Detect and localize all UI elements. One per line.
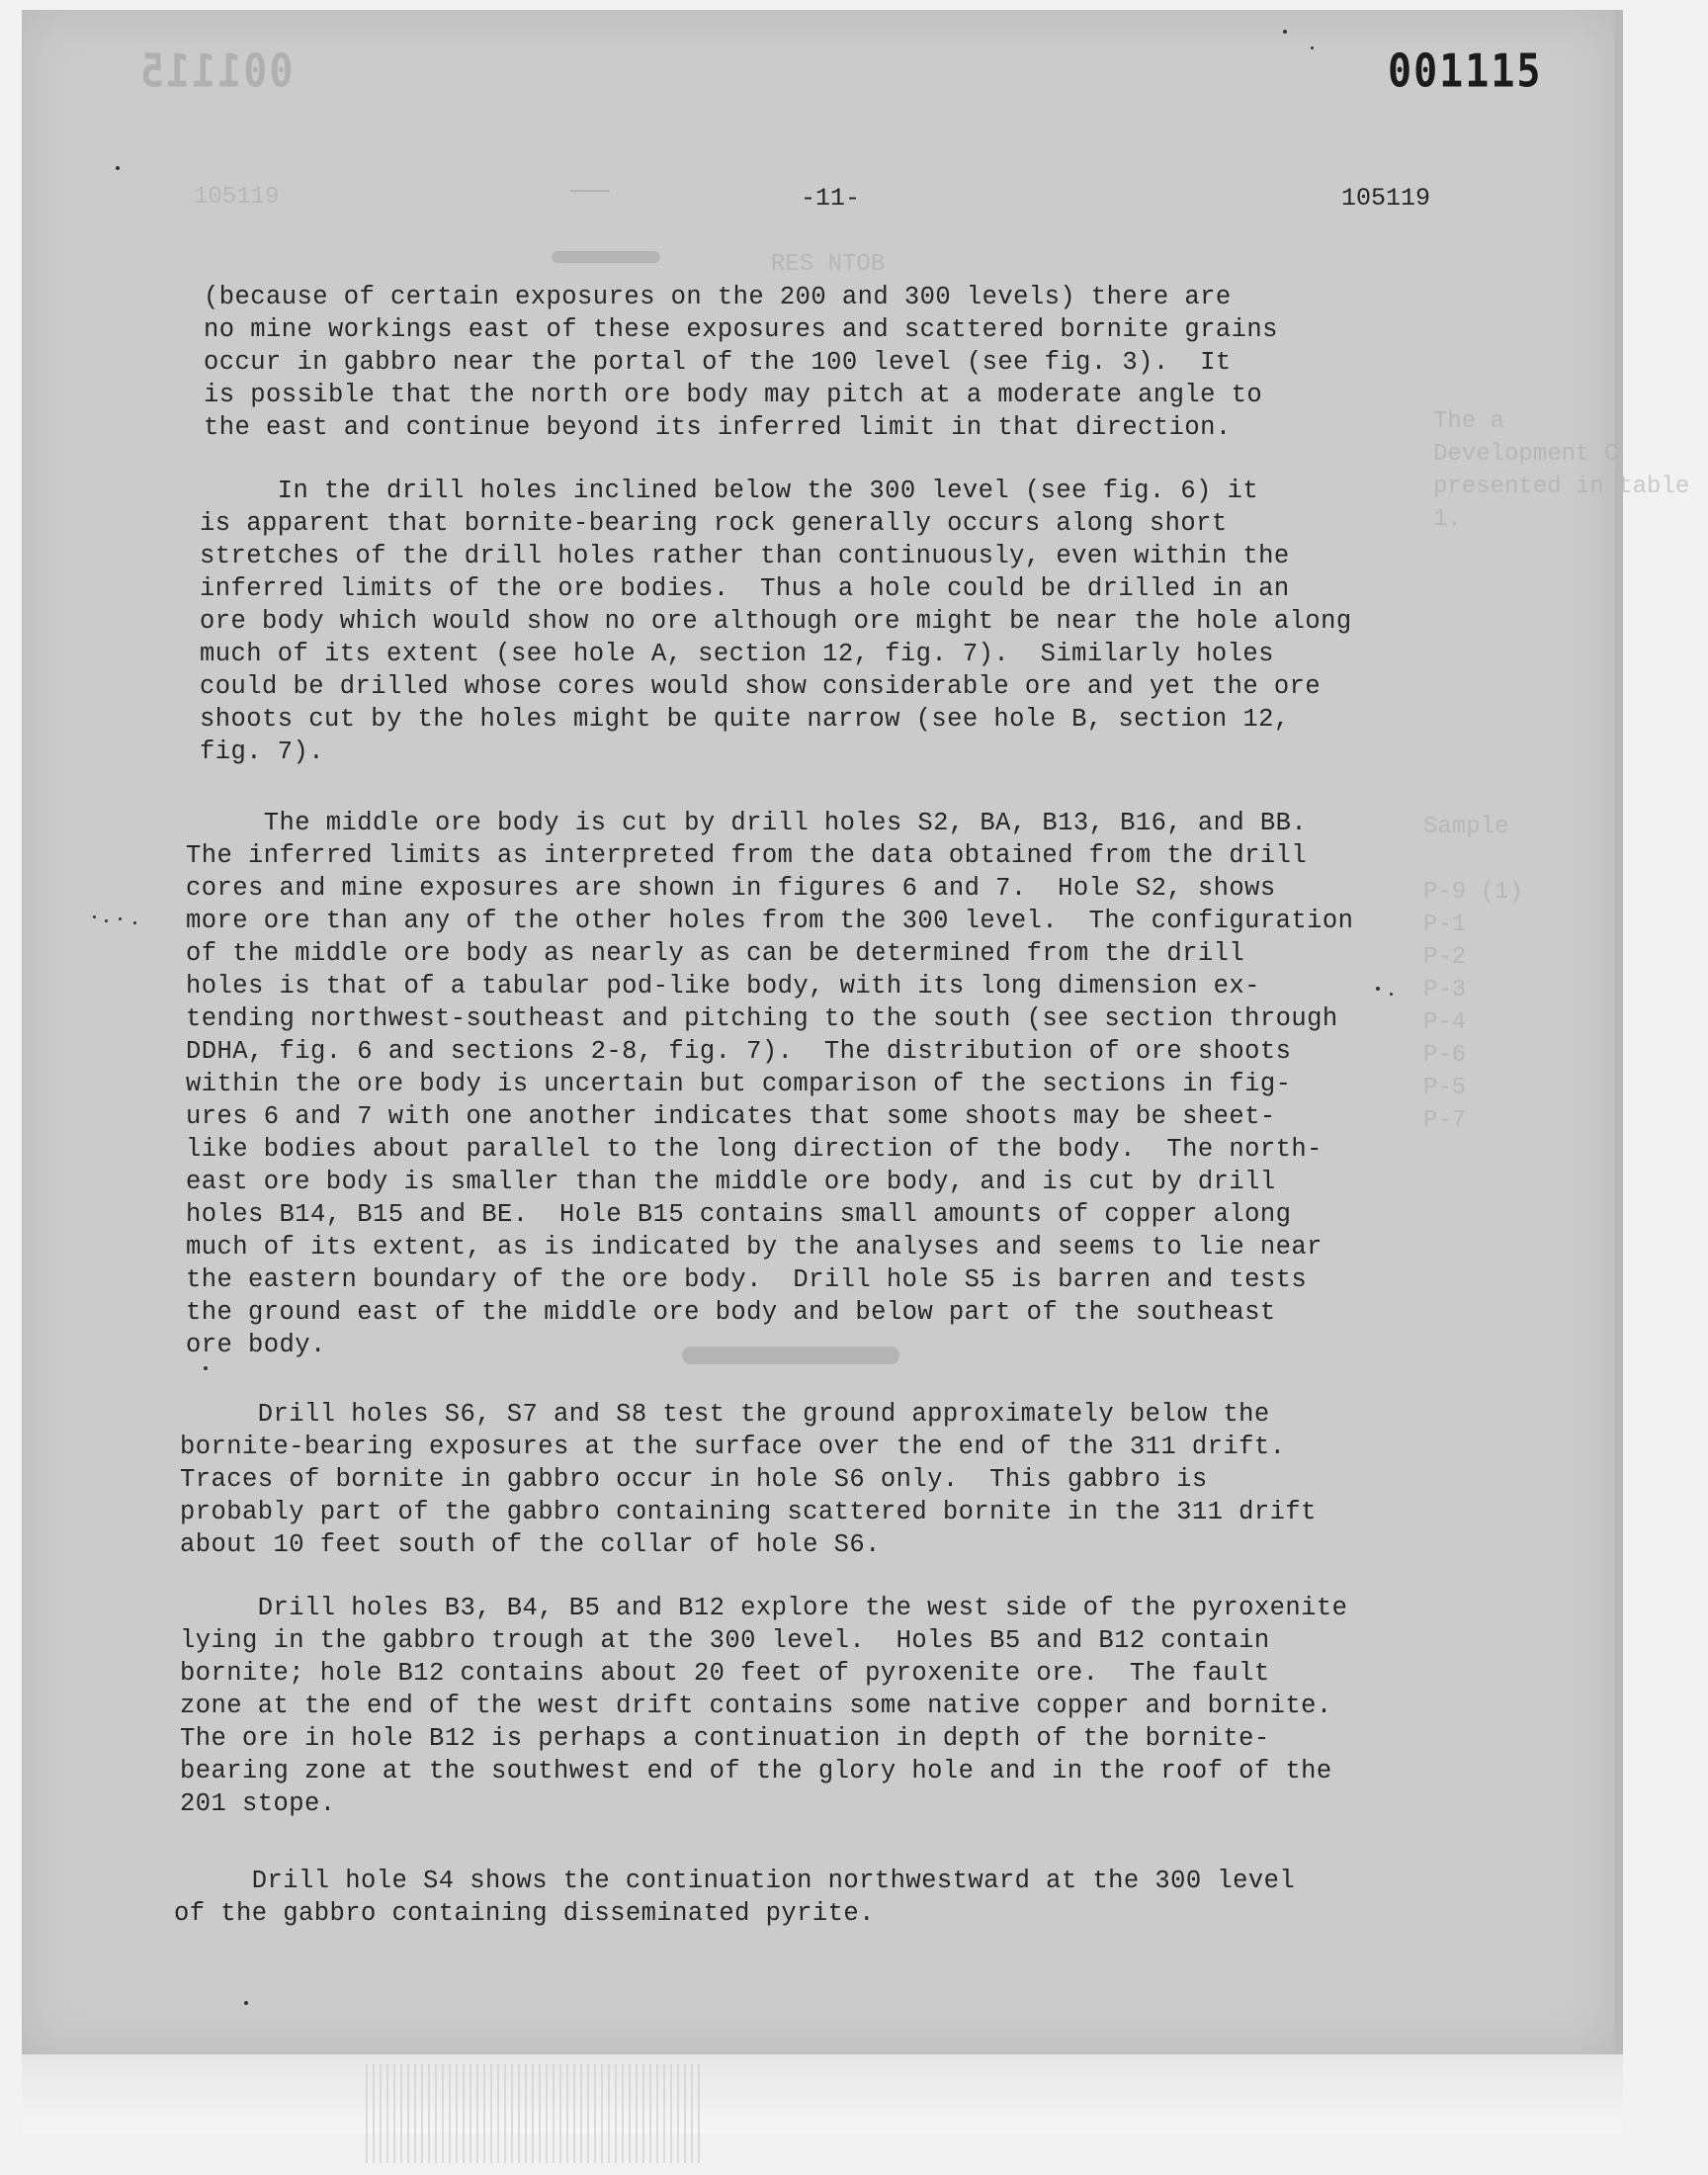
- scan-speck: [1311, 46, 1314, 49]
- scan-speck: [116, 166, 120, 170]
- ink-smudge: [552, 251, 660, 263]
- scan-speck: [204, 1366, 208, 1370]
- stamp-bleed-through: 001115: [138, 45, 294, 98]
- bleed-through-ghost-number: 105119: [194, 184, 280, 211]
- paragraph-1: (because of certain exposures on the 200 and 300 levels) there are no mine workings east of these exposures and scattered bornite grains occur in gabbro near the portal of the 100 level (see fig. 3). It is possible that the north ore body may pitch at a moderate angle to the east and continue beyond its inferred limit in that direction.: [204, 283, 1278, 442]
- paragraph-4: Drill holes S6, S7 and S8 test the ground approximately below the bornite-bearing exposures at the surface over the end of the 311 drift. Traces of bornite in gabbro occur in hole S6 only. This gabbro is probably part of the gabbro containing scattered bornite in the 311 drift about 10 feet south of the collar of hole S6.: [180, 1400, 1317, 1559]
- page-marker: -11-: [801, 184, 861, 213]
- scan-speck: [133, 921, 136, 924]
- document-stamp-number: 001115: [1388, 45, 1543, 98]
- bleed-through-ghost-heading: RES NTOB: [771, 251, 886, 278]
- scanner-bottom-margin: [22, 2054, 1623, 2133]
- paragraph-3: The middle ore body is cut by drill holes S2, BA, B13, B16, and BB. The inferred limits as interpreted from the data obtained from the drill cores and mine exposures are shown in figures 6 and 7. Hole S2, shows more ore than any of the other holes from the 300 level. The configuration of the middle ore body as nearly as can be determined from the drill holes is that of a tabular pod-like body, with its long dimension ex- tending northwest-southeast and pitching to the south (see section through DDHA, fig. 6 and sections 2-8, fig. 7). The distribution of ore shoots within the ore body is uncertain but comparison of the sections in fig- ures 6 and 7 with one another indicates that some shoots may be sheet- like bodies about parallel to the long direction of the body. The north- east ore body is smaller than the middle ore body, and is cut by drill holes B14, B15 and BE. Hole B15 contains small amounts of copper along much of its extent, as is indicated by the analyses and seems to lie near the eastern boundary of the ore body. Drill hole S5 is barren and tests the ground east of the middle ore body and below part of the southeast ore body.: [186, 809, 1354, 1359]
- paragraph-6: Drill hole S4 shows the continuation northwestward at the 300 level of the gabbro containing disseminated pyrite.: [174, 1867, 1296, 1928]
- scan-speck: [244, 2001, 248, 2005]
- document-id: 105119: [1341, 184, 1431, 213]
- scanner-streaks: [366, 2064, 702, 2163]
- paragraph-5: Drill holes B3, B4, B5 and B12 explore the west side of the pyroxenite lying in the gabbro trough at the 300 level. Holes B5 and B12 contain bornite; hole B12 contains about 20 feet of pyroxenite ore. The fault zone at the end of the west drift contains some native copper and bornite. The ore in hole B12 is perhaps a continuation in depth of the bornite- bearing zone at the southwest end of the glory hole and in the roof of the 201 stope.: [180, 1594, 1348, 1818]
- bleed-through-ghost-margin: The a Development C presented in table 1.: [1433, 408, 1690, 533]
- scan-speck: [1283, 30, 1287, 34]
- scan-speck: [93, 915, 96, 918]
- ink-smudge: [570, 190, 610, 192]
- page-edge-shadow: [1615, 10, 1623, 2054]
- paragraph-2: In the drill holes inclined below the 300 level (see fig. 6) it is apparent that bornite-bearing rock generally occurs along short stretches of the drill holes rather than continuously, even within the inferred limits of the ore bodies. Thus a hole could be drilled in an ore body which would show no ore although ore might be near the hole along much of its extent (see hole A, section 12, fig. 7). Similarly holes could be drilled whose cores would show considerable ore and yet the ore shoots cut by the holes might be quite narrow (see hole B, section 12, fig. 7).: [200, 477, 1352, 766]
- scan-speck: [105, 919, 108, 922]
- bleed-through-ghost-table: Sample P-9 (1) P-1 P-2 P-3 P-4 P-6 P-5 P-7: [1423, 814, 1523, 1134]
- scan-speck: [119, 917, 122, 920]
